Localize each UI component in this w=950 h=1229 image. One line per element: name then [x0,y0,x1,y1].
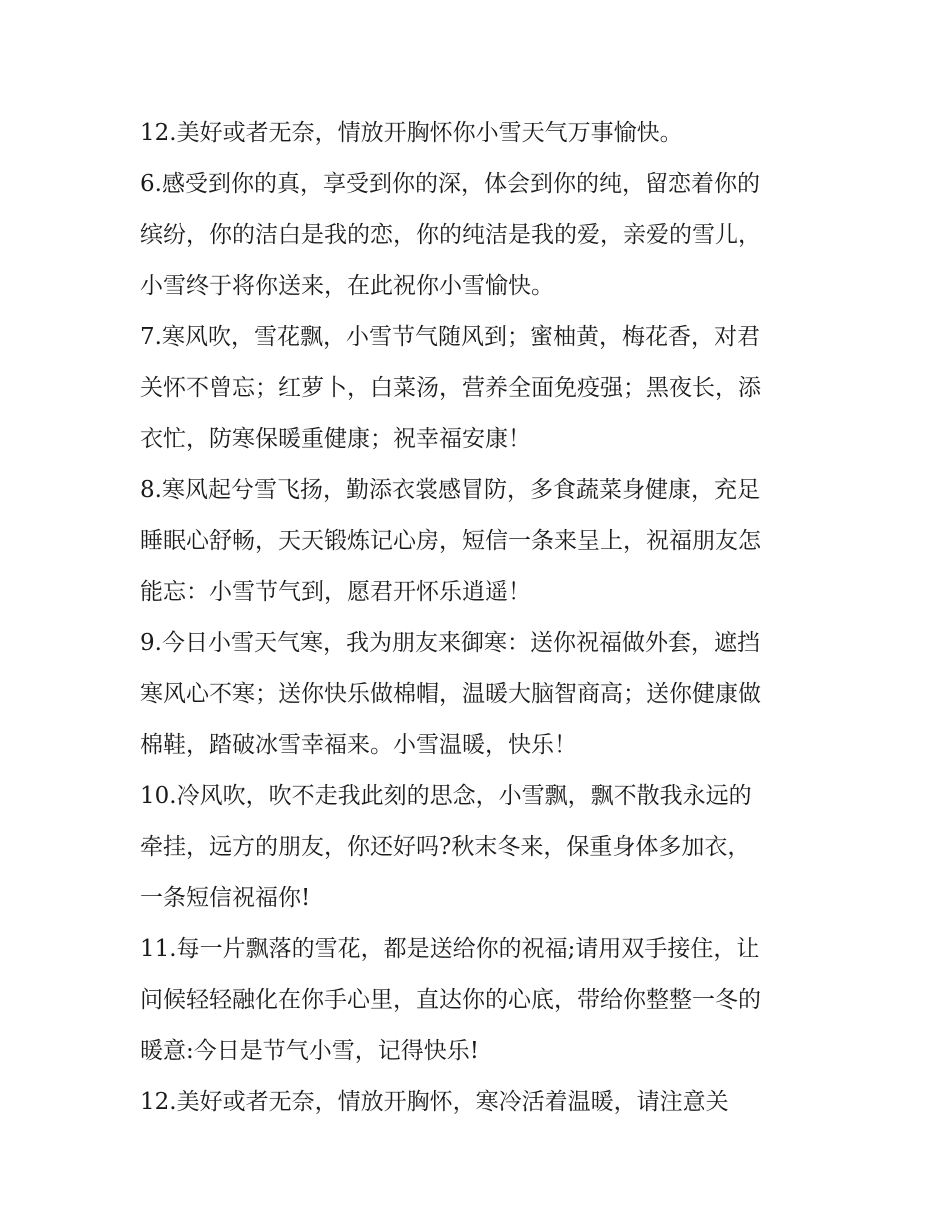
text-line: 棉鞋，踏破冰雪幸福来。小雪温暖，快乐！ [140,732,577,758]
text-line: 睡眠心舒畅，天天锻炼记心房，短信一条来呈上，祝福朋友怎 [140,528,761,554]
document-body [140,108,820,1128]
text-line: 7.寒风吹，雪花飘，小雪节气随风到；蜜柚黄，梅花香，对君 [140,324,760,350]
text-line: 10.冷风吹，吹不走我此刻的思念，小雪飘，飘不散我永远的 [140,783,752,809]
text-line: 衣忙，防寒保暖重健康；祝幸福安康！ [140,426,531,452]
text-line: 一条短信祝福你! [140,885,311,911]
text-line: 牵挂，远方的朋友，你还好吗?秋末冬来，保重身体多加衣， [140,834,751,860]
text-line: 6.感受到你的真，享受到你的深，体会到你的纯，留恋着你的 [140,171,760,197]
text-line: 9.今日小雪天气寒，我为朋友来御寒：送你祝福做外套，遮挡 [140,630,760,656]
text-line: 12.美好或者无奈，情放开胸怀，寒冷活着温暖，请注意关 [140,1089,729,1115]
text-line: 12.美好或者无奈，情放开胸怀你小雪天气万事愉快。 [140,120,683,146]
text-line: 寒风心不寒；送你快乐做棉帽，温暖大脑智商高；送你健康做 [140,681,761,707]
text-line: 问候轻轻融化在你手心里，直达你的心底，带给你整整一冬的 [140,987,761,1013]
text-line: 小雪终于将你送来，在此祝你小雪愉快。 [140,273,554,299]
text-line: 能忘：小雪节气到，愿君开怀乐逍遥！ [140,579,531,605]
text-line: 11.每一片飘落的雪花，都是送给你的祝福;请用双手接住，让 [140,936,760,962]
text-line: 关怀不曾忘；红萝卜，白菜汤，营养全面免疫强；黑夜长，添 [140,375,761,401]
text-line: 暖意:今日是节气小雪，记得快乐! [140,1038,479,1064]
text-line: 缤纷，你的洁白是我的恋，你的纯洁是我的爱，亲爱的雪儿， [140,222,761,248]
text-line: 8.寒风起兮雪飞扬，勤添衣裳感冒防，多食蔬菜身健康，充足 [140,477,760,503]
